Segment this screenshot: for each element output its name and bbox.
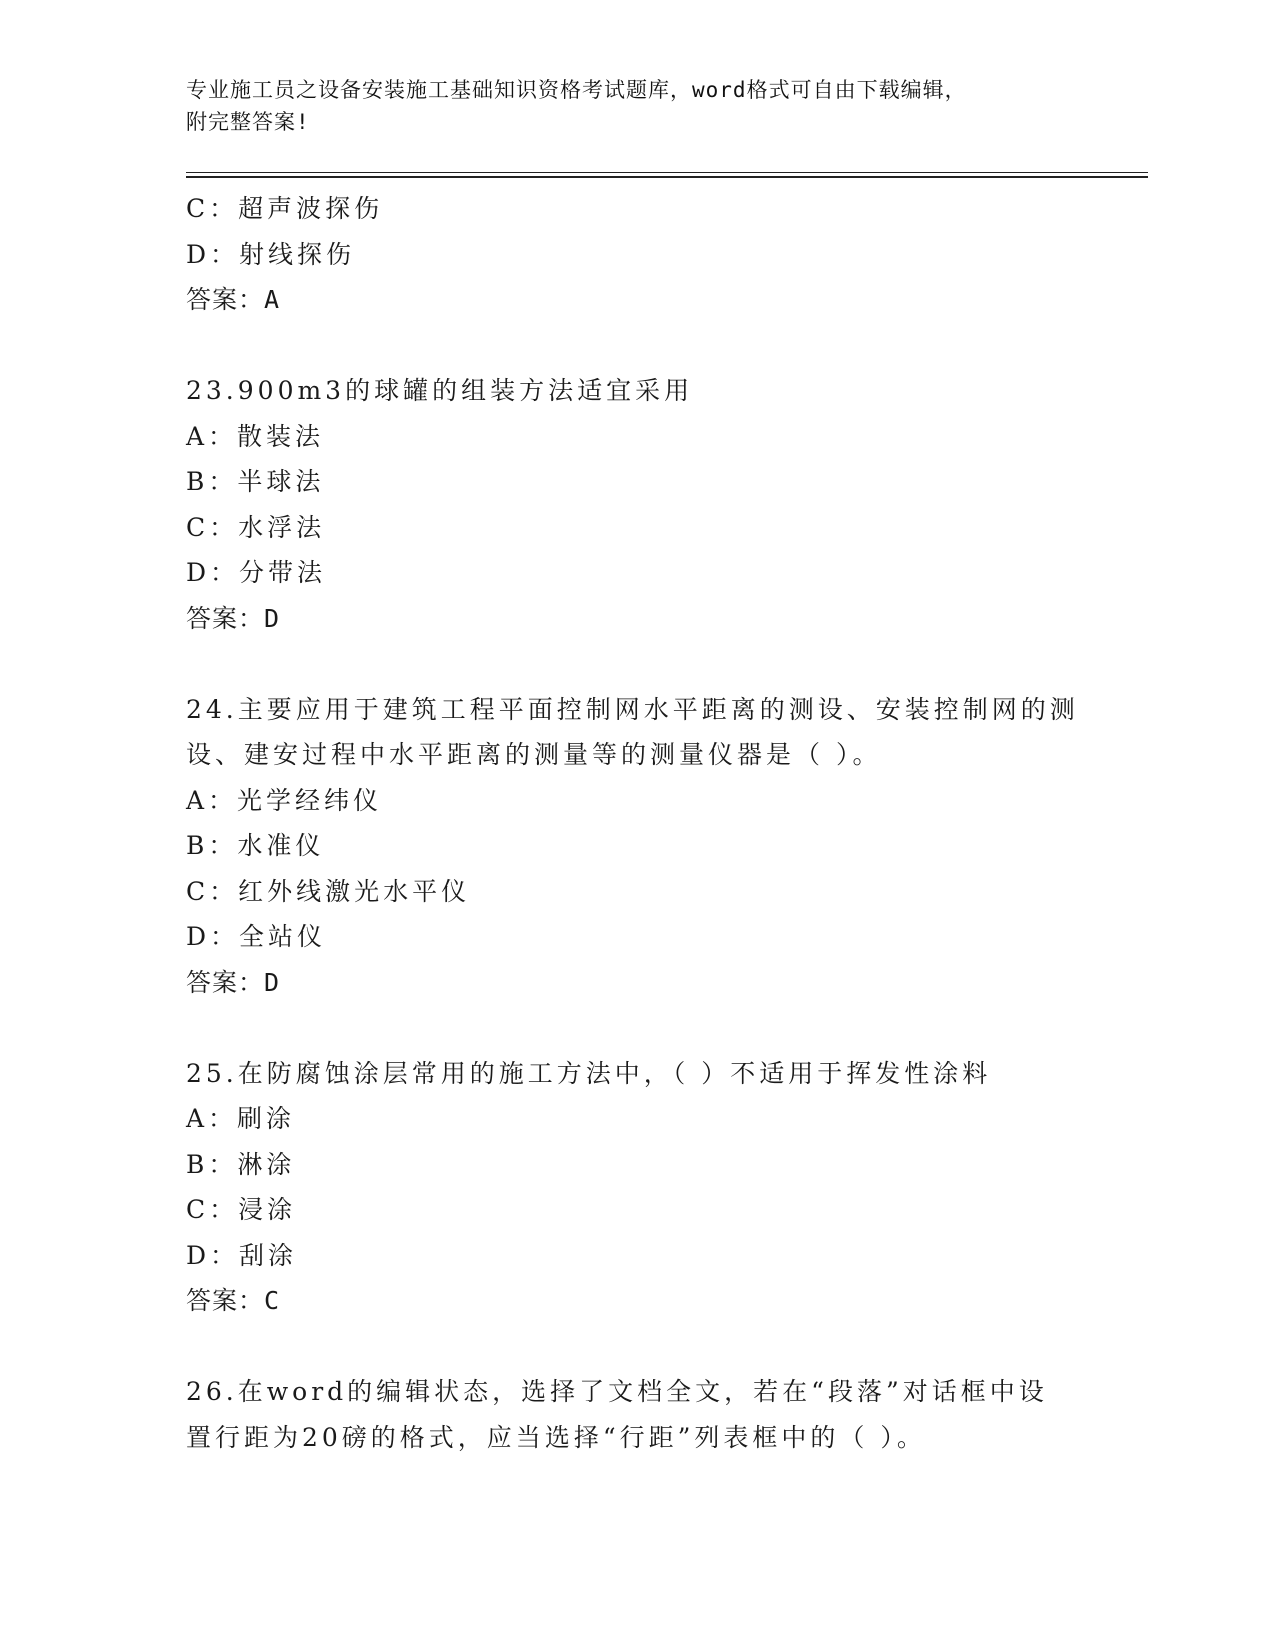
option-a: A：刷涂: [186, 1104, 296, 1133]
option-b: B：水准仪: [186, 831, 325, 860]
spacer: [186, 1324, 1086, 1370]
option-d: D：刮涂: [186, 1240, 298, 1270]
answer-value: D: [264, 603, 281, 633]
answer-line: [186, 960, 1086, 1006]
spacer: [186, 641, 1086, 687]
option-a: A：光学经纬仪: [186, 785, 383, 815]
question-stem-line-2: 置行距为20磅的格式，应当选择“行距”列表框中的（ ）。: [186, 1422, 926, 1452]
answer-label: 答案：: [186, 1286, 265, 1315]
spacer: [186, 1005, 1086, 1051]
header-divider-thin: [186, 172, 1148, 173]
answer-value: A: [264, 285, 281, 314]
question-stem-line-1: 24.主要应用于建筑工程平面控制网水平距离的测设、安装控制网的测: [186, 694, 1079, 724]
answer-label: 答案：: [186, 285, 265, 314]
option-a: A：散装法: [186, 421, 325, 451]
answer-label: 答案：: [186, 603, 265, 633]
option-d: D：全站仪: [186, 922, 327, 951]
option-c: C：水浮法: [186, 512, 326, 542]
answer-line: [186, 277, 1086, 323]
option-b: B：半球法: [186, 467, 325, 496]
answer-label: 答案：: [186, 967, 265, 997]
document-header: [186, 74, 1086, 138]
option-b: B：淋涂: [186, 1149, 296, 1179]
answer-line: [186, 596, 1086, 642]
question-26: [186, 1369, 1086, 1460]
option-c: C：红外线激光水平仪: [186, 876, 471, 906]
question-stem: 23.900m3的球罐的组装方法适宜采用: [186, 376, 694, 405]
option-c: C：浸涂: [186, 1195, 297, 1224]
question-stem: 25.在防腐蚀涂层常用的施工方法中，（ ）不适用于挥发性涂料: [186, 1058, 992, 1088]
answer-value: D: [264, 967, 281, 997]
question-24: [186, 687, 1086, 1006]
spacer: [186, 323, 1086, 369]
question-23: [186, 368, 1086, 641]
header-line-1: 专业施工员之设备安装施工基础知识资格考试题库，word格式可自由下载编辑，: [186, 78, 967, 102]
answer-line: [186, 1278, 1086, 1324]
header-line-2: 附完整答案!: [186, 110, 310, 134]
question-25: [186, 1051, 1086, 1324]
option-c: C：超声波探伤: [186, 194, 384, 223]
header-divider-thick: [186, 176, 1148, 178]
answer-value: C: [264, 1286, 281, 1315]
question-list: [186, 186, 1086, 1460]
option-d: D：分带法: [186, 558, 327, 587]
question-22: [186, 186, 1086, 323]
question-stem-line-1: 26.在word的编辑状态，选择了文档全文，若在“段落”对话框中设: [186, 1377, 1048, 1406]
question-stem-line-2: 设、建安过程中水平距离的测量等的测量仪器是（ ）。: [186, 740, 882, 769]
option-d: D：射线探伤: [186, 239, 356, 269]
